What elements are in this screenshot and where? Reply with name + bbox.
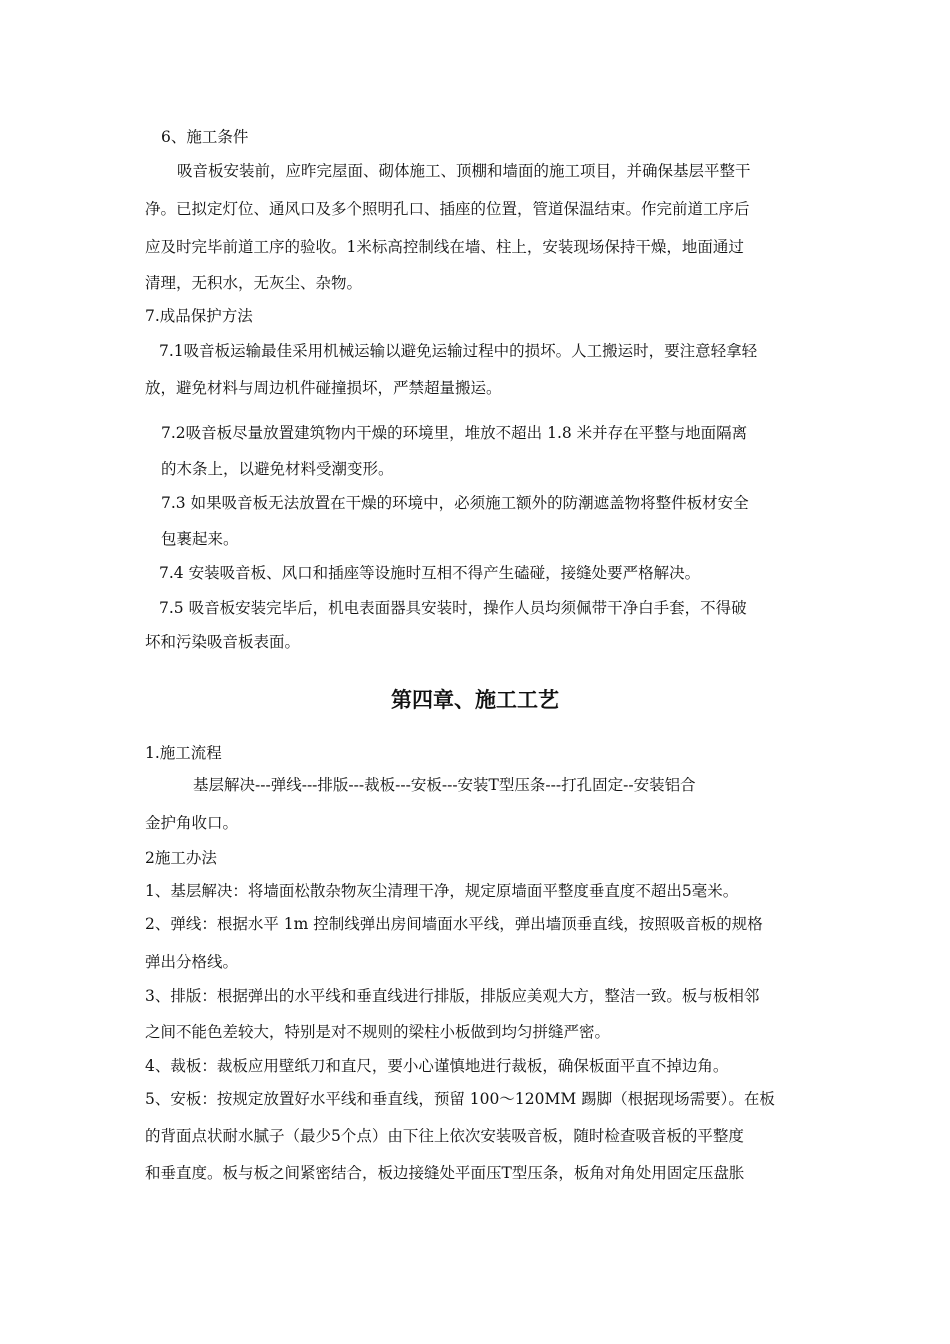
paragraph-line: 2、弹线：根据水平 1m 控制线弹出房间墙面水平线，弹出墙顶垂直线，按照吸音板的规格 <box>145 915 763 933</box>
paragraph-line: 1、基层解决：将墙面松散杂物灰尘清理干净，规定原墙面平整度垂直度不超出5毫米。 <box>145 882 739 900</box>
flow-title: 1.施工流程 <box>145 744 222 762</box>
chapter-heading: 第四章、施工工艺 <box>391 688 559 712</box>
paragraph-line: 净。已拟定灯位、通风口及多个照明孔口、插座的位置，管道保温结束。作完前道工序后 <box>145 200 750 218</box>
section7-title: 7.成品保护方法 <box>145 307 253 325</box>
paragraph-line: 5、安板：按规定放置好水平线和垂直线，预留 100～120MM 踢脚（根据现场需要）。在板 <box>145 1090 775 1108</box>
section6-title: 6、施工条件 <box>161 128 249 146</box>
paragraph-line: 包裹起来。 <box>161 530 239 548</box>
paragraph-line: 4、裁板：裁板应用壁纸刀和直尺，要小心谨慎地进行裁板，确保板面平直不掉边角。 <box>145 1057 729 1075</box>
paragraph-line: 吸音板安装前，应昨完屋面、砌体施工、顶棚和墙面的施工项目，并确保基层平整干 <box>177 162 751 180</box>
paragraph-line: 放，避免材料与周边机件碰撞损坏，严禁超量搬运。 <box>145 379 502 397</box>
paragraph-line: 之间不能色差较大，特别是对不规则的梁柱小板做到均匀拼缝严密。 <box>145 1023 611 1041</box>
paragraph-line: 的木条上，以避免材料受潮变形。 <box>161 460 394 478</box>
paragraph-line: 7.3 如果吸音板无法放置在干燥的环境中，必须施工额外的防潮遮盖物将整件板材安全 <box>161 494 749 512</box>
paragraph-line: 和垂直度。板与板之间紧密结合，板边接缝处平面压T型压条，板角对角处用固定压盘胀 <box>145 1164 745 1182</box>
paragraph-line: 7.5 吸音板安装完毕后，机电表面器具安装时，操作人员均须佩带干净白手套，不得破 <box>159 599 747 617</box>
paragraph-line: 金护角收口。 <box>145 814 239 832</box>
paragraph-line: 清理，无积水，无灰尘、杂物。 <box>145 274 363 292</box>
paragraph-line: 7.2吸音板尽量放置建筑物内干燥的环境里，堆放不超出 1.8 米并存在平整与地面隔离 <box>161 424 748 442</box>
paragraph-line: 弹出分格线。 <box>145 953 239 971</box>
paragraph-line: 7.4 安装吸音板、风口和插座等设施时互相不得产生磕碰，接缝处要严格解决。 <box>159 564 701 582</box>
paragraph-line: 基层解决---弹线---排版---裁板---安板---安装T型压条---打孔固定--安装铝合 <box>193 776 696 794</box>
paragraph-line: 坏和污染吸音板表面。 <box>145 633 301 651</box>
paragraph-line: 的背面点状耐水腻子（最少5个点）由下往上依次安装吸音板，随时检查吸音板的平整度 <box>145 1127 744 1145</box>
method-title: 2施工办法 <box>145 849 217 867</box>
paragraph-line: 3、排版：根据弹出的水平线和垂直线进行排版，排版应美观大方，整洁一致。板与板相邻 <box>145 987 760 1005</box>
paragraph-line: 应及时完毕前道工序的验收。1米标高控制线在墙、柱上，安装现场保持干燥，地面通过 <box>145 238 744 256</box>
paragraph-line: 7.1吸音板运输最佳采用机械运输以避免运输过程中的损坏。人工搬运时，要注意轻拿轻 <box>159 342 758 360</box>
